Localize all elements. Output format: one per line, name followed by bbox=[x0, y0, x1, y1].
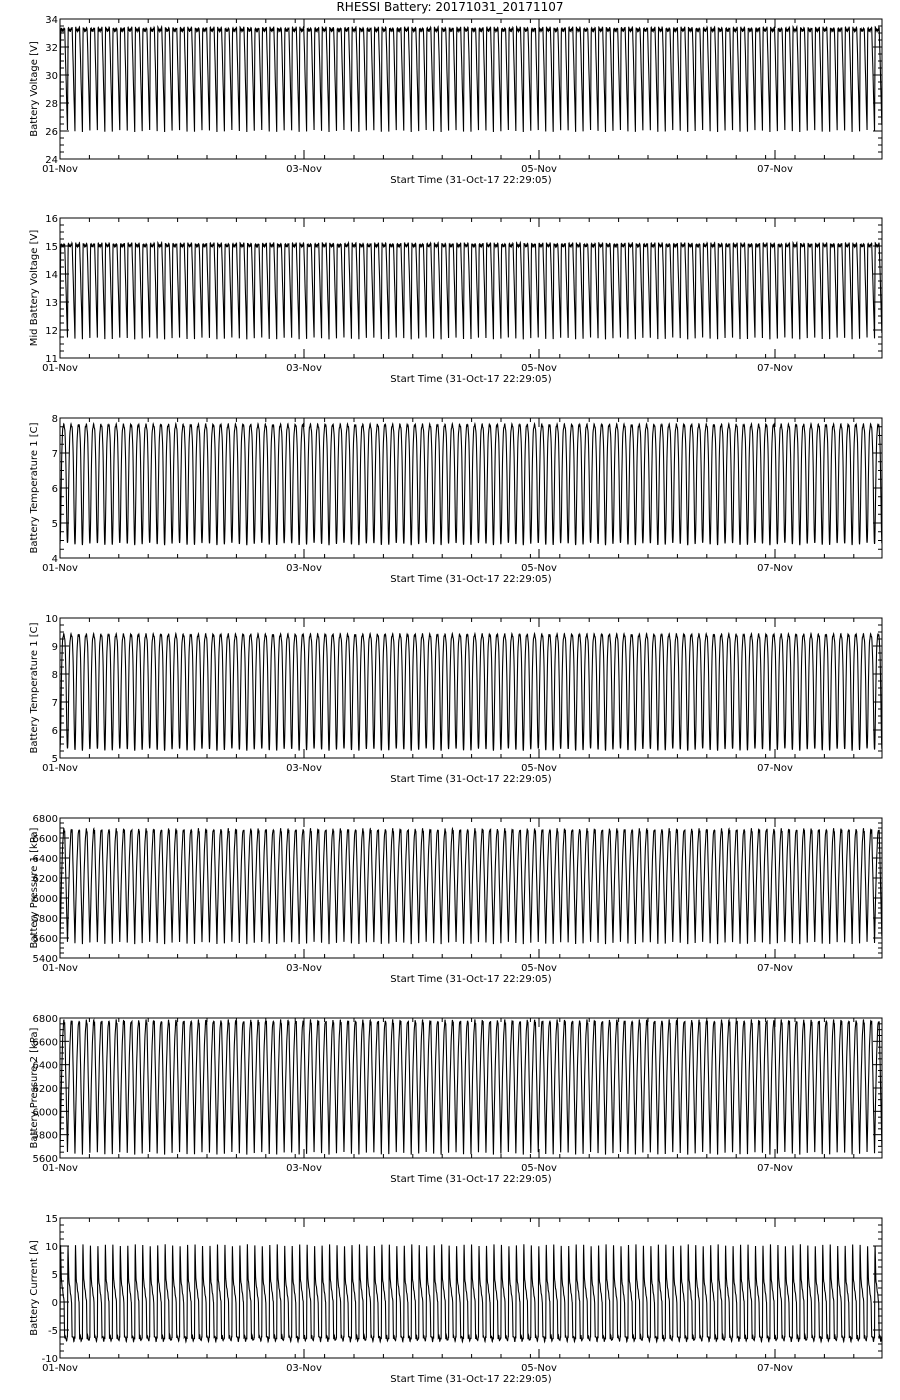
x-tick-label: 03-Nov bbox=[286, 1163, 322, 1174]
x-axis-label: Start Time (31-Oct-17 22:29:05) bbox=[390, 574, 552, 585]
y-tick-label: 5800 bbox=[32, 1130, 58, 1142]
y-tick-label: -10 bbox=[41, 1354, 58, 1365]
x-tick-label: 05-Nov bbox=[521, 363, 557, 374]
x-tick-label: 01-Nov bbox=[42, 363, 78, 374]
y-axis-label: Mid Battery Voltage [V] bbox=[29, 229, 40, 347]
x-tick-label: 05-Nov bbox=[521, 963, 557, 974]
panel-6 bbox=[29, 1014, 882, 1185]
y-tick-label: 6800 bbox=[32, 1014, 58, 1025]
y-tick-label: 13 bbox=[45, 298, 58, 309]
x-axis-label: Start Time (31-Oct-17 22:29:05) bbox=[390, 974, 552, 985]
x-tick-label: 01-Nov bbox=[42, 963, 78, 974]
y-tick-label: 5600 bbox=[32, 1154, 58, 1165]
y-tick-label: 9 bbox=[51, 642, 58, 653]
y-tick-label: 6000 bbox=[32, 1107, 58, 1119]
panel-5 bbox=[29, 814, 882, 985]
y-tick-label: 26 bbox=[45, 127, 58, 138]
y-tick-label: 6200 bbox=[32, 1084, 58, 1095]
y-tick-label: 5 bbox=[51, 519, 58, 530]
x-tick-label: 03-Nov bbox=[286, 563, 322, 574]
y-tick-label: 16 bbox=[45, 214, 58, 225]
y-tick-label: 7 bbox=[51, 698, 58, 709]
y-tick-label: 6600 bbox=[32, 834, 58, 845]
y-tick-label: 32 bbox=[45, 43, 58, 54]
y-tick-label: 7 bbox=[51, 449, 58, 460]
y-tick-label: 10 bbox=[45, 1242, 58, 1253]
y-tick-label: 6400 bbox=[32, 854, 58, 865]
y-tick-label: 15 bbox=[45, 242, 58, 253]
y-tick-label: 5 bbox=[51, 1270, 58, 1281]
y-tick-label: 6 bbox=[51, 726, 58, 737]
series-line bbox=[60, 243, 882, 340]
x-tick-label: 01-Nov bbox=[42, 1363, 78, 1374]
y-axis-label: Battery Current [A] bbox=[29, 1240, 40, 1336]
series-line bbox=[60, 1244, 882, 1341]
y-tick-label: 30 bbox=[45, 71, 58, 82]
y-tick-label: 5 bbox=[51, 754, 58, 765]
y-tick-label: 6 bbox=[51, 484, 58, 495]
x-tick-label: 03-Nov bbox=[286, 1363, 322, 1374]
panel-4 bbox=[29, 614, 882, 785]
y-tick-label: 8 bbox=[51, 414, 58, 425]
y-axis-label: Battery Pressure 2 [kPa] bbox=[29, 1027, 40, 1149]
y-tick-label: 12 bbox=[45, 326, 58, 337]
x-tick-label: 05-Nov bbox=[521, 1363, 557, 1374]
x-tick-label: 01-Nov bbox=[42, 164, 78, 175]
y-tick-label: 15 bbox=[45, 1214, 58, 1225]
y-axis-label: Battery Pressure 1 [kPa] bbox=[29, 827, 40, 949]
x-tick-label: 01-Nov bbox=[42, 563, 78, 574]
y-tick-label: 5400 bbox=[32, 954, 58, 965]
y-tick-label: 5800 bbox=[32, 914, 58, 925]
x-axis-label: Start Time (31-Oct-17 22:29:05) bbox=[390, 1374, 552, 1385]
x-tick-label: 01-Nov bbox=[42, 763, 78, 774]
figure-title: RHESSI Battery: 20171031_20171107 bbox=[336, 0, 564, 14]
x-tick-label: 07-Nov bbox=[757, 763, 793, 774]
x-axis-label: Start Time (31-Oct-17 22:29:05) bbox=[390, 175, 552, 186]
x-tick-label: 07-Nov bbox=[757, 563, 793, 574]
x-tick-label: 05-Nov bbox=[521, 763, 557, 774]
y-tick-label: 6000 bbox=[32, 894, 58, 905]
x-tick-label: 03-Nov bbox=[286, 963, 322, 974]
panel-7 bbox=[29, 1214, 882, 1385]
y-axis-label: Battery Temperature 1 [C] bbox=[29, 422, 40, 554]
panel-1 bbox=[29, 15, 882, 186]
y-tick-label: 0 bbox=[51, 1298, 58, 1309]
x-tick-label: 05-Nov bbox=[521, 563, 557, 574]
x-tick-label: 03-Nov bbox=[286, 363, 322, 374]
series-line bbox=[60, 424, 882, 545]
x-axis-label: Start Time (31-Oct-17 22:29:05) bbox=[390, 774, 552, 785]
x-tick-label: 03-Nov bbox=[286, 164, 322, 175]
y-tick-label: 6800 bbox=[32, 814, 58, 825]
x-tick-label: 05-Nov bbox=[521, 1163, 557, 1174]
panel-2 bbox=[29, 214, 882, 385]
x-tick-label: 01-Nov bbox=[42, 1163, 78, 1174]
panel-3 bbox=[29, 414, 882, 585]
y-tick-label: 6200 bbox=[32, 874, 58, 885]
y-tick-label: 34 bbox=[45, 15, 58, 26]
y-tick-label: 14 bbox=[45, 270, 58, 281]
x-tick-label: 03-Nov bbox=[286, 763, 322, 774]
y-tick-label: 4 bbox=[51, 554, 58, 565]
x-tick-label: 07-Nov bbox=[757, 164, 793, 175]
y-axis-label: Battery Voltage [V] bbox=[29, 41, 40, 137]
series-line bbox=[60, 828, 882, 944]
y-tick-label: -5 bbox=[48, 1326, 58, 1337]
y-tick-label: 6400 bbox=[32, 1060, 58, 1072]
y-tick-label: 5600 bbox=[32, 934, 58, 945]
x-tick-label: 05-Nov bbox=[521, 164, 557, 175]
x-tick-label: 07-Nov bbox=[757, 363, 793, 374]
y-tick-label: 24 bbox=[45, 155, 58, 166]
y-tick-label: 6600 bbox=[32, 1037, 58, 1049]
series-line bbox=[60, 1019, 882, 1154]
series-line bbox=[60, 634, 882, 751]
x-axis-label: Start Time (31-Oct-17 22:29:05) bbox=[390, 1174, 552, 1185]
x-tick-label: 07-Nov bbox=[757, 1363, 793, 1374]
y-axis-label: Battery Temperature 1 [C] bbox=[29, 622, 40, 754]
x-axis-label: Start Time (31-Oct-17 22:29:05) bbox=[390, 374, 552, 385]
y-tick-label: 11 bbox=[45, 354, 58, 365]
x-tick-label: 07-Nov bbox=[757, 1163, 793, 1174]
series-line bbox=[60, 27, 882, 132]
y-tick-label: 10 bbox=[45, 614, 58, 625]
x-tick-label: 07-Nov bbox=[757, 963, 793, 974]
y-tick-label: 8 bbox=[51, 670, 58, 681]
y-tick-label: 28 bbox=[45, 99, 58, 110]
